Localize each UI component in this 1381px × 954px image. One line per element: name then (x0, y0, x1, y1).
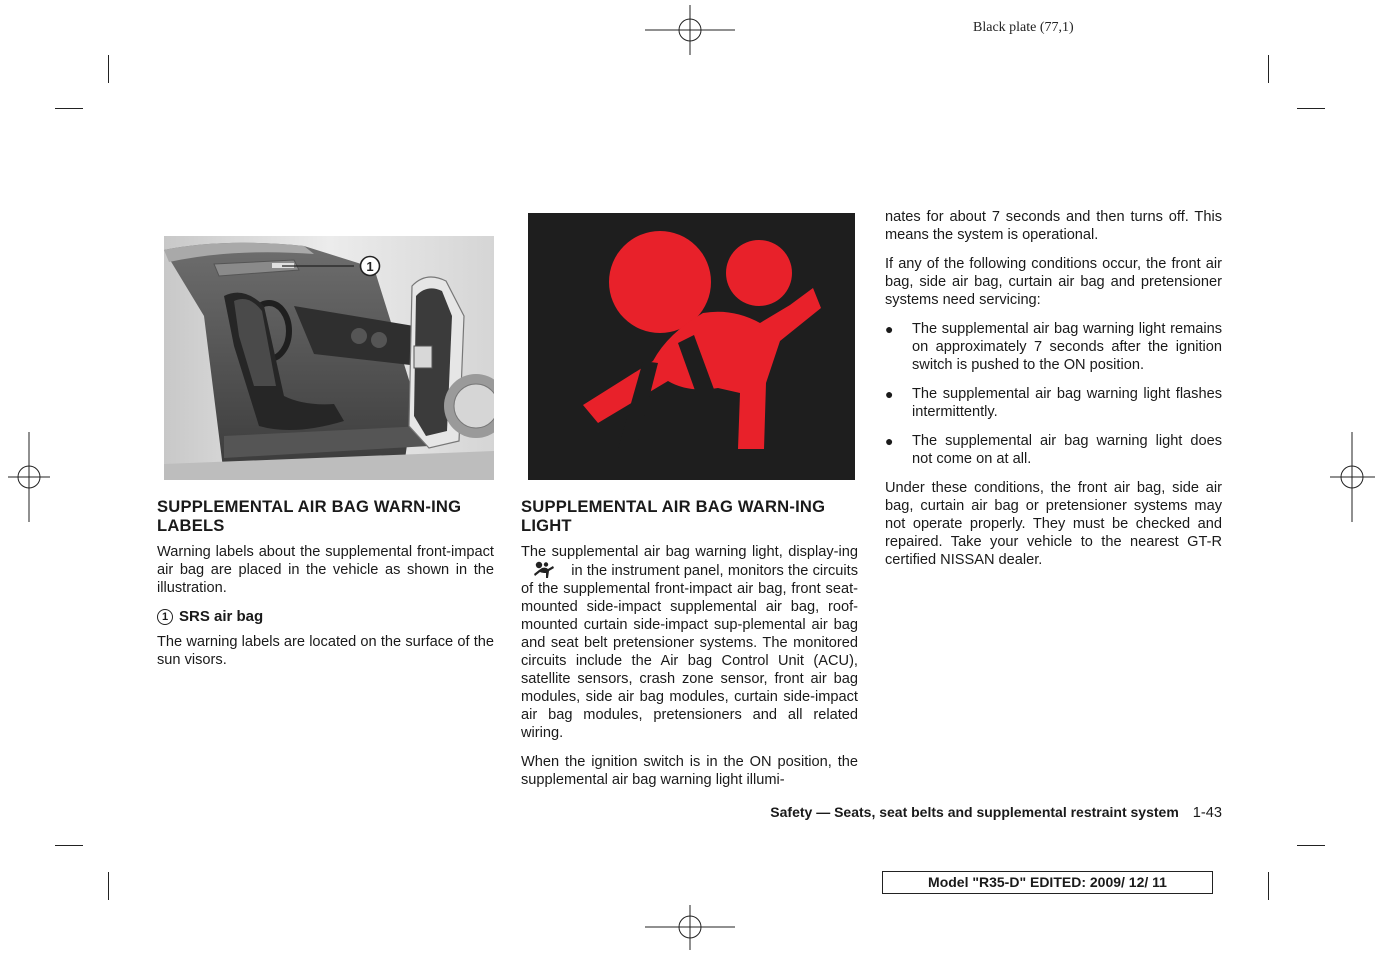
list-item (885, 385, 1222, 421)
srs-subheading (157, 608, 494, 626)
svg-text:1: 1 (366, 259, 374, 274)
crosshair-top-icon (645, 5, 735, 55)
light-heading: SUPPLEMENTAL AIR BAG WARN-ING LIGHT (521, 497, 826, 535)
light-para-2: When the ignition switch is in the ON position, the supplemental air bag warning light illumi- (521, 754, 858, 788)
right-para-2: If any of the following conditions occur, the front air bag, side air bag, curtain air bag and pretensioner systems need servicing: (885, 256, 1222, 308)
left-column (157, 497, 494, 680)
airbag-person-icon (531, 561, 557, 579)
labels-heading: SUPPLEMENTAL AIR BAG WARN-ING LABELS (157, 497, 462, 535)
list-item (885, 432, 1222, 468)
list-item (885, 320, 1222, 374)
srs-text: The warning labels are located on the surface of the sun visors. (157, 634, 494, 668)
right-column (885, 208, 1222, 580)
light-para-1-start: The supplemental air bag warning light, display-ing (521, 544, 858, 560)
bullet-icon: ● (885, 433, 894, 449)
crosshair-right-icon (1330, 432, 1375, 522)
srs-subheading-label: SRS air bag (179, 608, 264, 625)
footer-section: Safety — Seats, seat belts and supplemental restraint system (770, 804, 1179, 820)
warning-light-panel (528, 213, 855, 480)
callout-number-icon: 1 (157, 609, 173, 625)
car-interior-illustration (164, 236, 494, 480)
list-item-text: The supplemental air bag warning light does not come on at all. (912, 433, 1222, 467)
list-item-text: The supplemental air bag warning light flashes intermittently. (912, 386, 1222, 420)
page-footer (770, 804, 1222, 821)
labels-intro: Warning labels about the supplemental front-impact air bag are placed in the vehicle as shown in the illustration. (157, 544, 494, 596)
light-para-1 (521, 543, 858, 742)
model-edited-box: Model "R35-D" EDITED: 2009/ 12/ 11 (882, 871, 1213, 894)
middle-column (521, 497, 858, 800)
airbag-warning-icon (528, 213, 855, 480)
conditions-list (885, 320, 1222, 468)
list-item-text: The supplemental air bag warning light remains on approximately 7 seconds after the ignition switch is pushed to the ON position. (912, 321, 1222, 373)
light-para-1-end: in the instrument panel, monitors the circuits of the supplemental front-impact air bag, front seat-mounted side-impact supplemental air bag, roof-mounted curtain side-impact sup-plemental air bag and seat belt pretensioner systems. The monitored circuits include the Air bag Control Unit (ACU), satellite sensors, crash zone sensor, front air bag modules, side air bag modules, curtain side-impact air bag modules, pretensioners and all related wiring. (521, 563, 858, 741)
bullet-icon: ● (885, 321, 894, 337)
right-para-3: Under these conditions, the front air bag, side air bag, curtain air bag or pretensioner systems may not operate properly. They must be checked and repaired. Take your vehicle to the nearest GT-R certified NISSAN dealer. (885, 480, 1222, 568)
page-number: 1-43 (1192, 805, 1222, 821)
plate-label: Black plate (77,1) (973, 20, 1074, 35)
right-para-1: nates for about 7 seconds and then turns off. This means the system is operational. (885, 209, 1222, 243)
crosshair-left-icon (8, 432, 50, 522)
bullet-icon: ● (885, 386, 894, 402)
crosshair-bottom-icon (645, 905, 735, 950)
